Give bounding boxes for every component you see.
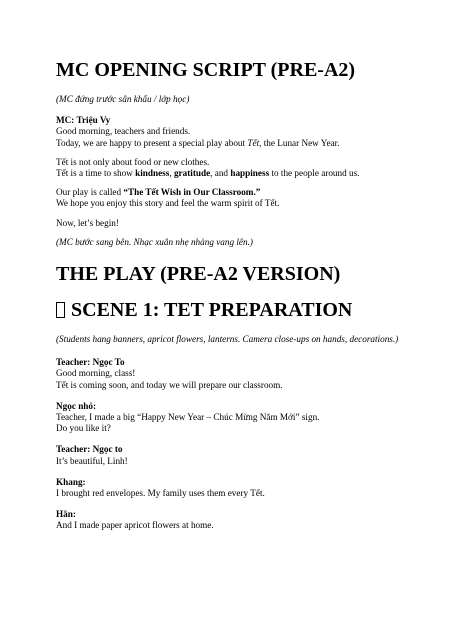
dialogue-speaker: Ngọc nhỏ: — [56, 400, 97, 411]
dialogue-line: And I made paper apricot flowers at home. — [56, 520, 214, 531]
dialogue-block — [56, 401, 426, 435]
scene-stage-direction: (Students hang banners, apricot flowers, lanterns. Camera close-ups on hands, decorations.) — [56, 334, 399, 345]
dialogue-list — [56, 345, 426, 531]
dialogue-line: Teacher, I made a big “Happy New Year – Chúc Mừng Năm Mới” sign. — [56, 412, 320, 423]
mc-line: Now, let’s begin! — [56, 217, 119, 228]
document-content — [56, 58, 426, 532]
dialogue-block — [56, 444, 426, 466]
dialogue-block — [56, 477, 426, 499]
scene-title: SCENE 1: TET PREPARATION — [56, 298, 426, 322]
value-happiness: happiness — [230, 168, 270, 179]
mc-stage-direction: (MC đứng trước sân khấu / lớp học) — [56, 94, 190, 104]
dialogue-line: Good morning, class! — [56, 368, 136, 379]
dialogue-line: Do you like it? — [56, 423, 111, 434]
mc-exit-direction: (MC bước sang bên. Nhạc xuân nhẹ nhàng vang lên.) — [56, 236, 253, 247]
dialogue-line: It’s beautiful, Linh! — [56, 455, 128, 466]
value-gratitude: gratitude — [173, 168, 211, 179]
missing-glyph-icon — [56, 302, 65, 318]
mc-line: Good morning, teachers and friends. — [56, 126, 191, 137]
dialogue-line: I brought red envelopes. My family uses them every Tết. — [56, 488, 265, 499]
mc-speaker: MC: Triệu Vy — [56, 115, 111, 126]
mc-line: Our play is called “The Tết Wish in Our Classroom.” — [56, 187, 261, 198]
mc-line: Tết is a time to show kindness, gratitude, and happiness to the people around us. — [56, 168, 360, 179]
mc-line: Today, we are happy to present a special play about Tết, the Lunar New Year. — [56, 137, 340, 148]
play-title: THE PLAY (PRE-A2 VERSION) — [56, 263, 341, 286]
dialogue-speaker: Teacher: Ngọc To — [56, 357, 125, 368]
mc-script-title: MC OPENING SCRIPT (PRE-A2) — [56, 59, 356, 81]
dialogue-block — [56, 357, 426, 391]
dialogue-line: Tết is coming soon, and today we will prepare our classroom. — [56, 379, 283, 390]
dialogue-speaker: Khang: — [56, 476, 86, 487]
value-kindness: kindness — [135, 168, 170, 179]
dialogue-speaker: Teacher: Ngọc to — [56, 444, 123, 455]
dialogue-block — [56, 509, 426, 531]
mc-line: Tết is not only about food or new clothes. — [56, 156, 210, 167]
tet-emphasis: Tết — [247, 137, 260, 148]
dialogue-speaker: Hân: — [56, 509, 76, 520]
mc-line: We hope you enjoy this story and feel the warm spirit of Tết. — [56, 198, 280, 209]
play-name: “The Tết Wish in Our Classroom.” — [123, 187, 261, 198]
